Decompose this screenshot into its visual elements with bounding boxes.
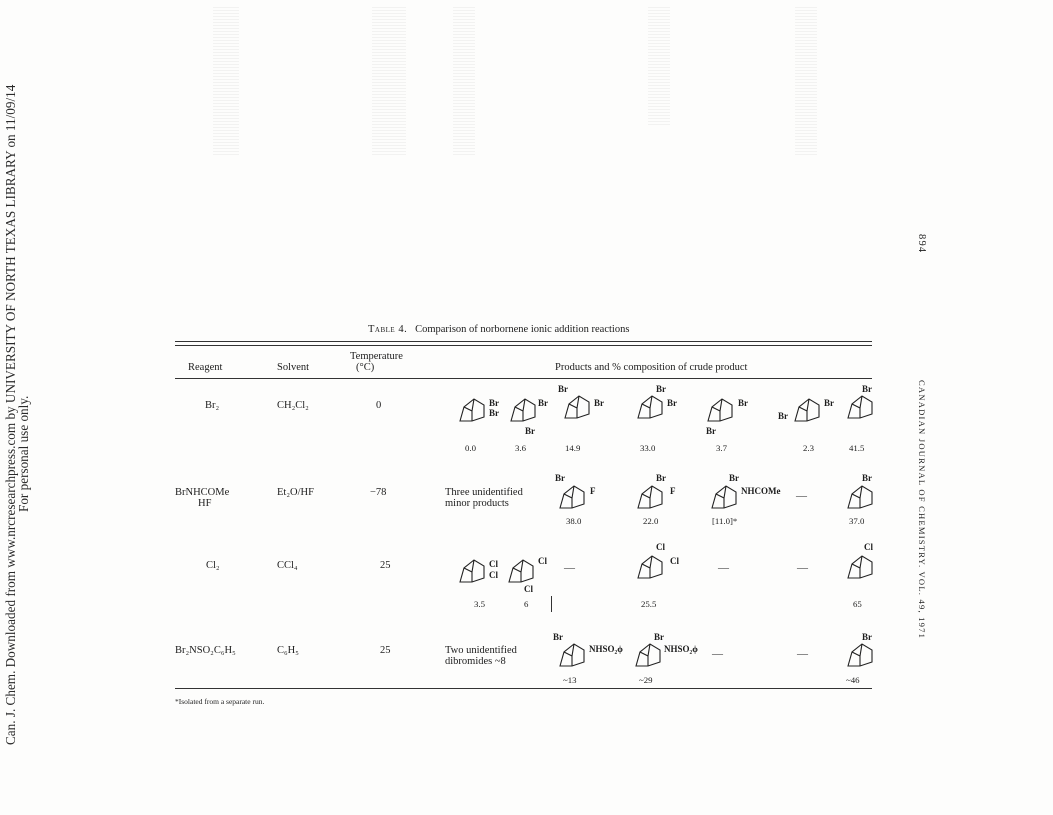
row1-value: 3.7 bbox=[716, 443, 727, 453]
row2-structure-4 bbox=[846, 482, 876, 510]
table-footnote: *Isolated from a separate run. bbox=[175, 697, 265, 706]
row2-structure-3 bbox=[710, 482, 740, 510]
row3-substituent: Cl bbox=[538, 556, 547, 566]
row3-structure-1 bbox=[458, 556, 488, 584]
row1-substituent: Br bbox=[489, 408, 499, 418]
table-caption bbox=[368, 324, 629, 335]
row1-structure-6 bbox=[793, 395, 823, 423]
bleed-through-mark bbox=[795, 5, 817, 155]
row3-solvent: CCl₄ bbox=[277, 560, 298, 571]
row1-substituent: Br bbox=[489, 398, 499, 408]
page-number: 894 bbox=[916, 234, 927, 254]
row2-substituent: F bbox=[670, 486, 676, 496]
row1-substituent: Br bbox=[656, 384, 666, 394]
header-temperature-unit: (°C) bbox=[356, 362, 375, 373]
header-solvent: Solvent bbox=[277, 362, 310, 373]
bleed-through-mark bbox=[213, 5, 239, 155]
row3-structure-2 bbox=[507, 556, 537, 584]
row4-structure-2 bbox=[634, 640, 664, 668]
download-notice-line2: For personal use only. bbox=[16, 395, 31, 512]
row1-substituent: Br bbox=[862, 384, 872, 394]
row1-substituent: Br bbox=[558, 384, 568, 394]
row4-substituent: Br bbox=[654, 632, 664, 642]
row1-structure-7 bbox=[846, 392, 876, 420]
row4-reagent: Br₂NSO₂C₆H₅ bbox=[175, 645, 236, 656]
top-rule bbox=[175, 341, 872, 342]
row1-substituent: Br bbox=[824, 398, 834, 408]
row4-substituent: Br bbox=[862, 632, 872, 642]
row1-value: 33.0 bbox=[640, 443, 656, 453]
row1-substituent: Br bbox=[778, 411, 788, 421]
header-reagent: Reagent bbox=[188, 362, 223, 373]
row2-temperature: −78 bbox=[370, 487, 387, 498]
row4-note-2: dibromides ~8 bbox=[445, 656, 506, 667]
row2-substituent: Br bbox=[729, 473, 739, 483]
row3-value: — bbox=[718, 562, 729, 574]
download-notice-line1: Can. J. Chem. Downloaded from www.nrcresearchpress.com by UNIVERSITY OF NORTH TEXAS LIBRARY on 11/09/14 bbox=[3, 84, 18, 745]
row1-value: 41.5 bbox=[849, 443, 865, 453]
row4-substituent: Br bbox=[553, 632, 563, 642]
row2-reagent-2: HF bbox=[198, 498, 212, 509]
row1-solvent: CH₂Cl₂ bbox=[277, 400, 309, 411]
row2-value: 22.0 bbox=[643, 516, 659, 526]
bottom-rule bbox=[175, 688, 872, 689]
row1-value: 2.3 bbox=[803, 443, 814, 453]
row2-solvent: Et₂O/HF bbox=[277, 487, 314, 498]
row1-structure-5 bbox=[706, 395, 736, 423]
row4-value: — bbox=[712, 648, 723, 660]
row4-value: ~29 bbox=[639, 675, 653, 685]
row1-value: 14.9 bbox=[565, 443, 581, 453]
row3-value: 65 bbox=[853, 599, 862, 609]
row3-value: 3.5 bbox=[474, 599, 485, 609]
row4-substituent: NHSO₂ϕ bbox=[589, 644, 623, 654]
row3-reagent: Cl₂ bbox=[206, 560, 220, 571]
row3-value: — bbox=[797, 562, 808, 574]
row3-value: 25.5 bbox=[641, 599, 657, 609]
row1-structure-2 bbox=[509, 395, 539, 423]
row1-substituent: Br bbox=[667, 398, 677, 408]
header-products: Products and % composition of crude product bbox=[555, 362, 748, 373]
row3-value: — bbox=[564, 562, 575, 574]
row4-solvent: C₆H₅ bbox=[277, 645, 299, 656]
row4-substituent: NHSO₂ϕ bbox=[664, 644, 698, 654]
row2-structure-1 bbox=[558, 482, 588, 510]
row4-value: ~46 bbox=[846, 675, 860, 685]
row1-substituent: Br bbox=[525, 426, 535, 436]
row3-substituent: Cl bbox=[670, 556, 679, 566]
bleed-through-mark bbox=[648, 5, 670, 125]
row4-structure-3 bbox=[846, 640, 876, 668]
row2-note-2: minor products bbox=[445, 498, 509, 509]
table-label: Table 4. bbox=[368, 324, 408, 335]
bleed-through-mark bbox=[372, 5, 406, 155]
row3-substituent: Cl bbox=[864, 542, 873, 552]
bleed-through-mark bbox=[453, 5, 475, 155]
row2-value: 38.0 bbox=[566, 516, 582, 526]
row2-substituent: Br bbox=[862, 473, 872, 483]
download-notice bbox=[0, 0, 31, 815]
row2-reagent: BrNHCOMe bbox=[175, 487, 230, 498]
table-title: Comparison of norbornene ionic addition reactions bbox=[415, 324, 630, 335]
row1-substituent: Br bbox=[538, 398, 548, 408]
row1-structure-4 bbox=[636, 392, 666, 420]
row2-structure-2 bbox=[636, 482, 666, 510]
row4-temperature: 25 bbox=[380, 645, 391, 656]
row3-temperature: 25 bbox=[380, 560, 391, 571]
row3-substituent: Cl bbox=[656, 542, 665, 552]
row3-value: 6 bbox=[524, 599, 529, 609]
row3-structure-4 bbox=[846, 552, 876, 580]
row2-substituent: Br bbox=[656, 473, 666, 483]
row1-substituent: Br bbox=[594, 398, 604, 408]
row3-separator-mark bbox=[551, 596, 552, 612]
row1-structure-1 bbox=[458, 395, 488, 423]
row2-substituent: Br bbox=[555, 473, 565, 483]
row3-substituent: Cl bbox=[489, 570, 498, 580]
row3-structure-3 bbox=[636, 552, 666, 580]
row2-value: — bbox=[796, 490, 807, 502]
row4-value: ~13 bbox=[563, 675, 577, 685]
running-header: CANADIAN JOURNAL OF CHEMISTRY. VOL. 49, 1971 bbox=[917, 380, 927, 640]
row1-temperature: 0 bbox=[376, 400, 382, 411]
row1-reagent: Br₂ bbox=[205, 400, 220, 411]
row2-value: 37.0 bbox=[849, 516, 865, 526]
row2-substituent: NHCOMe bbox=[741, 486, 781, 496]
row2-value: [11.0]* bbox=[712, 516, 738, 526]
header-temperature: Temperature bbox=[350, 351, 403, 362]
row1-substituent: Br bbox=[706, 426, 716, 436]
row4-note: Two unidentified bbox=[445, 645, 517, 656]
row1-value: 3.6 bbox=[515, 443, 526, 453]
row4-structure-1 bbox=[558, 640, 588, 668]
row1-structure-3 bbox=[563, 392, 593, 420]
row3-substituent: Cl bbox=[524, 584, 533, 594]
header-rule bbox=[175, 378, 872, 379]
row2-substituent: F bbox=[590, 486, 596, 496]
top-rule-2 bbox=[175, 345, 872, 346]
row3-substituent: Cl bbox=[489, 559, 498, 569]
row1-value: 0.0 bbox=[465, 443, 476, 453]
row1-substituent: Br bbox=[738, 398, 748, 408]
row4-value: — bbox=[797, 648, 808, 660]
row2-note: Three unidentified bbox=[445, 487, 523, 498]
